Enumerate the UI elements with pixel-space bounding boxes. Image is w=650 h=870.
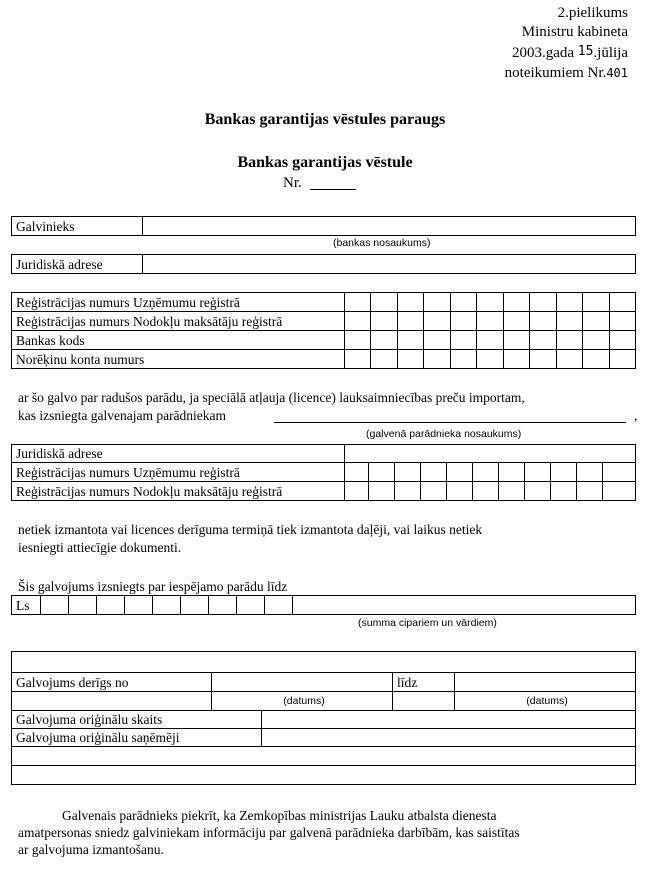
digit-cell[interactable] xyxy=(583,312,609,331)
bank-details-row-label: Bankas kods xyxy=(12,331,345,350)
digit-cell[interactable] xyxy=(609,293,635,312)
digit-cell[interactable] xyxy=(477,312,503,331)
digit-cell[interactable] xyxy=(447,482,473,501)
annex-header xyxy=(378,4,628,82)
recipients-field[interactable] xyxy=(262,729,636,747)
digit-cell[interactable] xyxy=(421,482,447,501)
currency-label: Ls xyxy=(12,596,41,615)
recipients-label: Galvojuma oriģinālu saņēmēji xyxy=(12,729,262,747)
letter-title: Bankas garantijas vēstule xyxy=(237,154,413,171)
digit-cell[interactable] xyxy=(556,312,582,331)
paragraph-conditions xyxy=(18,522,631,556)
digit-cell[interactable] xyxy=(345,482,369,501)
valid-until-date-caption: (datums) xyxy=(455,692,636,711)
digit-cell[interactable] xyxy=(477,350,503,369)
digit-cell[interactable] xyxy=(609,350,635,369)
paragraph-guarantee-line2-text: kas izsniegta galvenajam parādniekam xyxy=(18,408,227,423)
validity-table xyxy=(11,651,636,785)
digit-cell[interactable] xyxy=(421,463,447,482)
digit-cell[interactable] xyxy=(450,312,476,331)
valid-until-date-field[interactable] xyxy=(455,673,636,692)
amount-digit-cell[interactable] xyxy=(97,596,125,615)
guarantor-name-field[interactable] xyxy=(143,217,636,236)
guarantor-address-table xyxy=(11,254,636,274)
digit-cell[interactable] xyxy=(577,463,603,482)
valid-from-label: Galvojums derīgs no xyxy=(12,673,212,692)
guarantor-label: Galvinieks xyxy=(12,217,143,236)
paragraph-guarantee-line1: ar šo galvo par radušos parādu, ja speciālā atļauja (licence) lauksaimniecības preču importam, xyxy=(18,390,525,405)
amount-digit-cell[interactable] xyxy=(237,596,265,615)
digit-cell[interactable] xyxy=(371,350,397,369)
digit-cell[interactable] xyxy=(577,482,603,501)
amount-intro: Šis galvojums izsniegts par iespējamo parādu līdz xyxy=(18,579,288,594)
paragraph-guarantee-line2 xyxy=(18,408,638,426)
digit-cell[interactable] xyxy=(450,331,476,350)
digit-cell[interactable] xyxy=(530,331,556,350)
digit-cell[interactable] xyxy=(609,312,635,331)
digit-cell[interactable] xyxy=(424,293,450,312)
digit-cell[interactable] xyxy=(603,482,636,501)
page-title: Bankas garantijas vēstules paraugs xyxy=(204,111,446,128)
digit-cell[interactable] xyxy=(371,312,397,331)
digit-cell[interactable] xyxy=(530,293,556,312)
digit-cell[interactable] xyxy=(397,350,423,369)
digit-cell[interactable] xyxy=(583,331,609,350)
valid-from-date-field[interactable] xyxy=(212,673,393,692)
digit-cell[interactable] xyxy=(477,293,503,312)
debtor-row-label: Reģistrācijas numurs Nodokļu maksātāju reģistrā xyxy=(12,482,345,501)
recipients-extra-row[interactable] xyxy=(12,766,636,785)
copies-label: Galvojuma oriģinālu skaits xyxy=(12,711,262,729)
regulation-date xyxy=(378,43,628,64)
digit-cell[interactable] xyxy=(551,482,577,501)
amount-digit-cell[interactable] xyxy=(125,596,153,615)
amount-digit-cell[interactable] xyxy=(69,596,97,615)
valid-from-caption-spacer xyxy=(12,692,212,711)
digit-cell[interactable] xyxy=(503,350,529,369)
digit-cell[interactable] xyxy=(556,350,582,369)
amount-digit-cell[interactable] xyxy=(209,596,237,615)
digit-cell[interactable] xyxy=(556,293,582,312)
digit-cell[interactable] xyxy=(525,482,551,501)
digit-cell[interactable] xyxy=(345,293,371,312)
debtor-row-label: Juridiskā adrese xyxy=(12,445,345,463)
validity-blank-row[interactable] xyxy=(12,652,636,673)
digit-cell[interactable] xyxy=(583,293,609,312)
consent-line1: Galvenais parādnieks piekrīt, ka Zemkopības ministrijas Lauku atbalsta dienesta xyxy=(62,808,497,823)
digit-cell[interactable] xyxy=(503,293,529,312)
amount-table xyxy=(11,595,636,615)
digit-cell[interactable] xyxy=(424,312,450,331)
digit-cell[interactable] xyxy=(397,293,423,312)
digit-cell[interactable] xyxy=(603,463,636,482)
regulation-date-year: 2003.gada xyxy=(511,45,575,61)
regulation-number-label: noteikumiem Nr. xyxy=(504,65,607,81)
digit-cell[interactable] xyxy=(530,350,556,369)
valid-until-label: līdz xyxy=(393,673,455,692)
digit-cell[interactable] xyxy=(371,331,397,350)
valid-from-date-caption: (datums) xyxy=(212,692,393,711)
amount-digit-cell[interactable] xyxy=(41,596,69,615)
digit-cell[interactable] xyxy=(345,312,371,331)
digit-cell[interactable] xyxy=(477,331,503,350)
digit-cell[interactable] xyxy=(525,463,551,482)
guarantor-address-label: Juridiskā adrese xyxy=(12,255,143,274)
digit-cell[interactable] xyxy=(424,331,450,350)
amount-digit-cell[interactable] xyxy=(265,596,293,615)
digit-cell[interactable] xyxy=(503,312,529,331)
debtor-row-label: Reģistrācijas numurs Uzņēmumu reģistrā xyxy=(12,463,345,482)
amount-words-field[interactable] xyxy=(293,596,636,615)
digit-cell[interactable] xyxy=(499,482,525,501)
consent-line2: amatpersonas sniedz galviniekam informāciju par galvenā parādnieka darbībām, kas saistītas xyxy=(18,825,520,840)
comma: , xyxy=(634,408,638,423)
bank-details-table xyxy=(11,292,636,369)
paragraph-conditions-line1: netiek izmantota vai licences derīguma termiņā tiek izmantota daļēji, vai laikus netiek xyxy=(18,522,483,537)
digit-cell[interactable] xyxy=(345,463,369,482)
digit-cell[interactable] xyxy=(551,463,577,482)
guarantor-caption: (bankas nosaukums) xyxy=(333,237,431,249)
digit-cell[interactable] xyxy=(369,482,395,501)
recipients-extra-row[interactable] xyxy=(12,747,636,766)
digit-cell[interactable] xyxy=(371,293,397,312)
amount-caption: (summa cipariem un vārdiem) xyxy=(358,617,497,629)
paragraph-guarantee xyxy=(18,390,638,426)
guarantor-table xyxy=(11,216,636,236)
annex-number: 2.pielikums xyxy=(557,5,628,21)
digit-cell[interactable] xyxy=(397,331,423,350)
valid-until-caption-spacer xyxy=(393,692,455,711)
bank-details-row-label: Reģistrācijas numurs Uzņēmumu reģistrā xyxy=(12,293,345,312)
regulation-date-month: .jūlija xyxy=(593,45,628,61)
letter-number-line xyxy=(310,175,356,190)
digit-cell[interactable] xyxy=(447,463,473,482)
digit-cell[interactable] xyxy=(556,331,582,350)
consent-line3: ar galvojuma izmantošanu. xyxy=(18,842,164,857)
digit-cell[interactable] xyxy=(499,463,525,482)
digit-cell[interactable] xyxy=(609,331,635,350)
bank-details-row-label: Reģistrācijas numurs Nodokļu maksātāju reģistrā xyxy=(12,312,345,331)
digit-cell[interactable] xyxy=(450,293,476,312)
debtor-name-line[interactable] xyxy=(274,422,626,423)
digit-cell[interactable] xyxy=(345,331,371,350)
consent-paragraph xyxy=(18,808,631,858)
paragraph-conditions-line2: iesniegti attiecīgie dokumenti. xyxy=(18,540,182,555)
digit-cell[interactable] xyxy=(369,463,395,482)
digit-cell[interactable] xyxy=(424,350,450,369)
debtor-caption: (galvenā parādnieka nosaukums) xyxy=(366,428,522,440)
regulation-date-day: 15 xyxy=(577,44,594,59)
digit-cell[interactable] xyxy=(503,331,529,350)
digit-cell[interactable] xyxy=(473,463,499,482)
letter-number-label: Nr. xyxy=(283,175,302,191)
digit-cell[interactable] xyxy=(473,482,499,501)
digit-cell[interactable] xyxy=(345,350,371,369)
letter-number xyxy=(283,174,356,192)
bank-details-row-label: Norēķinu konta numurs xyxy=(12,350,345,369)
debtor-table xyxy=(11,444,636,501)
debtor-address-field[interactable] xyxy=(345,445,636,463)
digit-cell[interactable] xyxy=(397,312,423,331)
digit-cell[interactable] xyxy=(530,312,556,331)
digit-cell[interactable] xyxy=(395,463,421,482)
amount-digit-cell[interactable] xyxy=(153,596,181,615)
amount-digit-cell[interactable] xyxy=(181,596,209,615)
digit-cell[interactable] xyxy=(583,350,609,369)
digit-cell[interactable] xyxy=(450,350,476,369)
guarantor-address-field[interactable] xyxy=(143,255,636,274)
regulation-authority: Ministru kabineta xyxy=(521,24,628,40)
copies-field[interactable] xyxy=(262,711,636,729)
regulation-number-value: 401 xyxy=(606,66,628,80)
digit-cell[interactable] xyxy=(395,482,421,501)
regulation-number xyxy=(378,64,628,82)
